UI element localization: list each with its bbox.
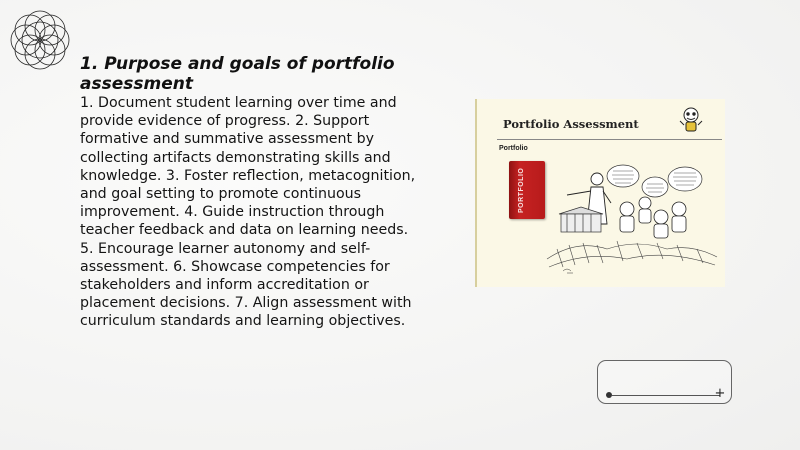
figure-subtitle: Portfolio	[499, 145, 528, 152]
media-player-control[interactable]	[597, 360, 732, 404]
figure-title: Portfolio Assessment	[503, 117, 639, 131]
seek-track[interactable]	[612, 395, 720, 396]
figure-title-rule	[497, 139, 722, 140]
circular-logo-icon	[4, 4, 76, 76]
book-label: PORTFOLIO	[518, 167, 525, 213]
cartoon-mascot-icon	[675, 103, 707, 135]
slide-title: 1. Purpose and goals of portfolio assessment	[80, 54, 395, 94]
plus-icon[interactable]: +	[714, 386, 726, 401]
portfolio-book-image	[509, 161, 545, 219]
portfolio-assessment-figure	[475, 99, 725, 287]
slide-body-text: 1. Document student learning over time and provide evidence of progress. 2. Support formative and summative assessment by collecting artifacts demonstrating skills and knowledge. 3. Foster reflection, metacognition, and goal setting to promote continuous improvement. 4. Guide instruction through teacher feedback and data on learning needs. 5. Encourage learner autonomy and self-assessment. 6. Showcase competencies for stakeholders and inform accreditation or placement decisions. 7. Align assessment with curriculum standards and learning objectives.	[80, 95, 416, 330]
